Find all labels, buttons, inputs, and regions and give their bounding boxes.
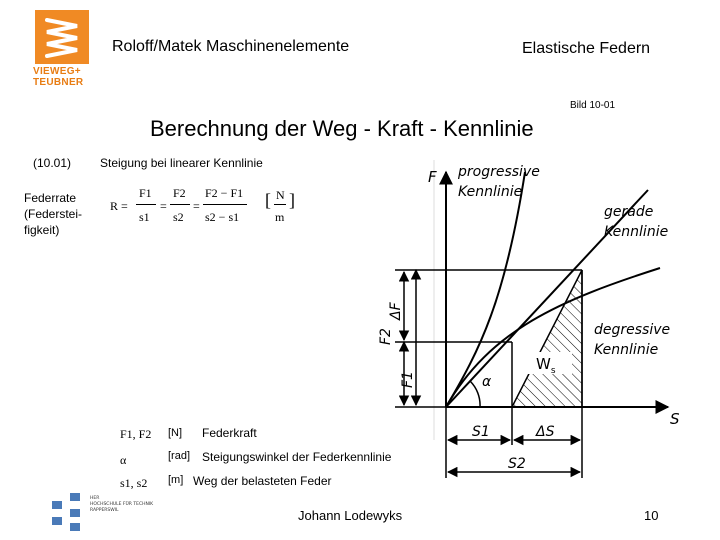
- legend-desc-travel: Weg der belasteten Feder: [193, 474, 332, 488]
- legend-unit-alpha: [rad]: [168, 450, 191, 462]
- f2-label: F2: [378, 328, 394, 345]
- unit-den: m: [275, 210, 285, 224]
- legend-symbol-alpha: α: [120, 453, 127, 467]
- frac2-den: s2: [173, 210, 184, 224]
- equation-heading: Steigung bei linearer Kennlinie: [100, 156, 263, 170]
- legend-unit-forces: [N]: [168, 427, 183, 439]
- degressive-label-2: Kennlinie: [594, 342, 659, 358]
- school-line-2: HOCHSCHULE FÜR TECHNIK: [90, 502, 154, 507]
- frac3-num: F2 − F1: [205, 186, 244, 200]
- eq2: =: [193, 199, 200, 213]
- figure-ref: Bild 10-01: [570, 100, 616, 111]
- school-line-1: HER: [90, 496, 100, 501]
- legend-symbol-forces: F1, F2: [120, 427, 152, 441]
- frac3-den: s2 − s1: [205, 210, 240, 224]
- legend-desc-forces: Federkraft: [202, 426, 257, 440]
- university-logo: [50, 493, 180, 533]
- delta-s-label: ΔS: [536, 424, 555, 440]
- progressive-label-1: progressive: [458, 164, 540, 180]
- s1-label: S1: [472, 424, 490, 440]
- degressive-label-1: degressive: [594, 322, 671, 338]
- chapter-title: Elastische Federn: [522, 40, 651, 57]
- alpha-label: α: [482, 374, 492, 390]
- work-label: $W_s$: [536, 355, 556, 376]
- f1-label: F1: [400, 371, 416, 388]
- work-area: [512, 270, 582, 407]
- frac2-num: F2: [173, 186, 186, 200]
- book-title: Roloff/Matek Maschinenelemente: [112, 38, 350, 55]
- straight-label-1: gerade: [604, 204, 654, 220]
- legend-desc-alpha: Steigungswinkel der Federkennlinie: [202, 450, 392, 464]
- author-name: Johann Lodewyks: [298, 508, 403, 523]
- logo-line-2: TEUBNER: [33, 77, 84, 88]
- legend-symbol-travel: s1, s2: [120, 476, 148, 490]
- school-line-3: RAPPERSWIL: [90, 508, 119, 513]
- frac1-num: F1: [139, 186, 152, 200]
- axis-f-label: F: [428, 168, 437, 186]
- unit-num: N: [276, 188, 285, 202]
- progressive-label-2: Kennlinie: [458, 184, 523, 200]
- axis-s-label: S: [670, 410, 680, 428]
- s2-label: S2: [508, 456, 526, 472]
- delta-f-label: ΔF: [388, 302, 404, 320]
- spring-rate-label: Federrate (Federstei- figkeit): [24, 191, 83, 237]
- spring-rate-formula: R = F1 s1 = F2 s2 = F2 − F1 s2 − s1 [ N m ]: [110, 186, 295, 224]
- equation-number: (10.01): [33, 156, 72, 170]
- logo-line-1: VIEWEG+: [33, 66, 81, 77]
- page-number: 10: [644, 508, 659, 523]
- eq1: =: [160, 199, 167, 213]
- straight-label-2: Kennlinie: [604, 224, 669, 240]
- progressive-characteristic: [446, 172, 525, 407]
- formula-lhs: R =: [110, 199, 128, 213]
- legend-unit-travel: [m]: [168, 474, 184, 486]
- frac1-den: s1: [139, 210, 150, 224]
- page-title: Berechnung der Weg - Kraft - Kennlinie: [150, 116, 534, 141]
